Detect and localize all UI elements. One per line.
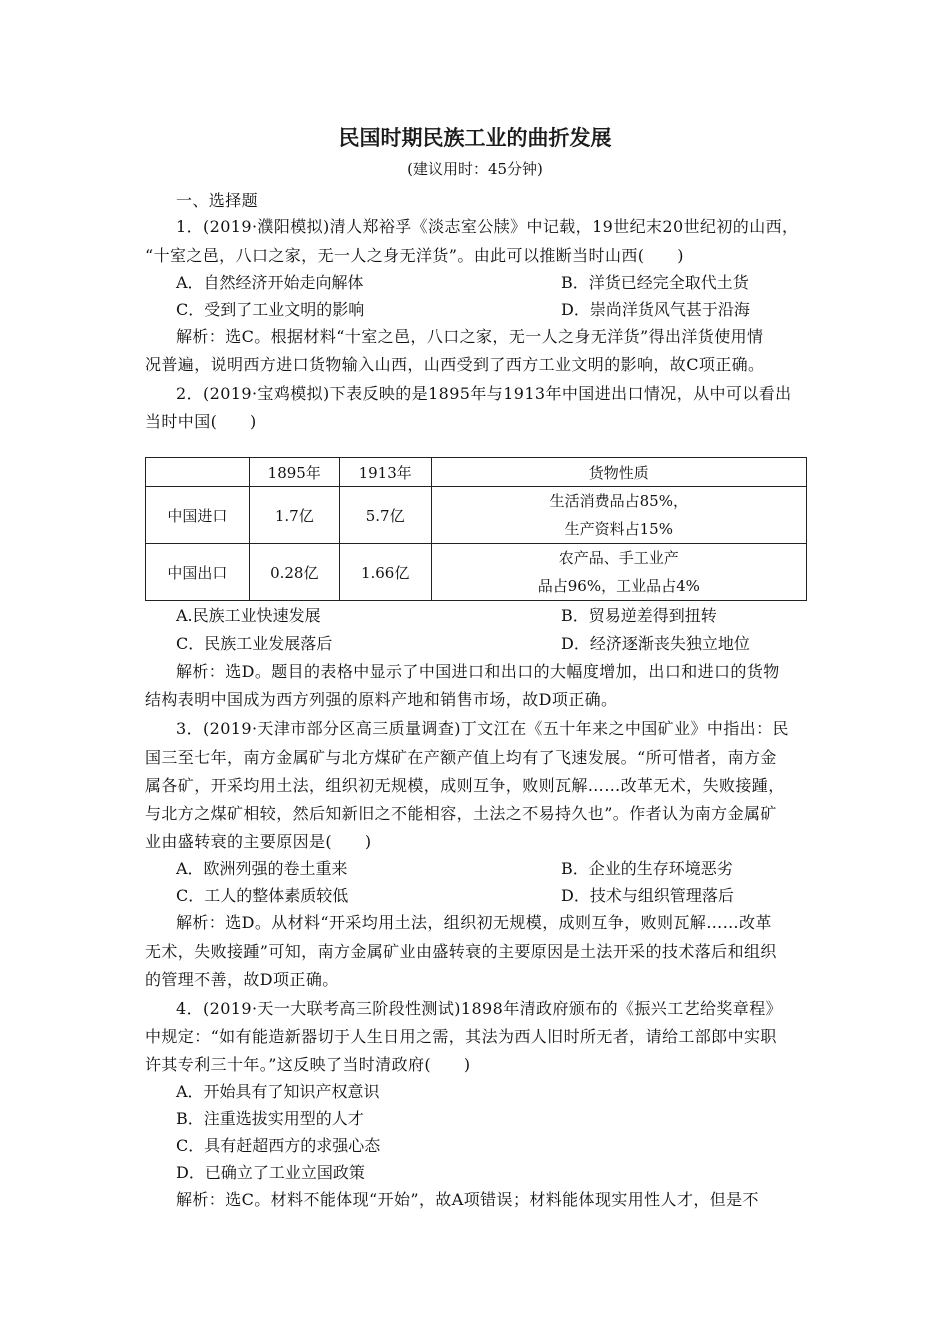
q3-explanation-line-2: 无术，失败接踵”可知，南方金属矿业由盛转衰的主要原因是土法开采的技术落后和组织 bbox=[145, 942, 777, 961]
table-header-cell bbox=[146, 458, 250, 487]
page-subtitle: (建议用时：45分钟) bbox=[407, 160, 543, 178]
q4-explanation-line-1: 解析：选C。材料不能体现“开始”，故A项错误；材料能体现实用性人才，但是不 bbox=[176, 1190, 759, 1209]
q3-option-d: D．技术与组织管理落后 bbox=[561, 886, 734, 905]
q1-stem-line-1: 1．(2019·濮阳模拟)清人郑裕孚《淡志室公牍》中记载，19世纪末20世纪初的山西， bbox=[176, 217, 799, 236]
table-header-cell: 1913年 bbox=[339, 458, 431, 487]
q1-option-d: D．崇尚洋货风气甚于沿海 bbox=[561, 300, 750, 319]
q1-explanation-line-2: 况普遍，说明西方进口货物输入山西，山西受到了西方工业文明的影响，故C项正确。 bbox=[145, 355, 765, 374]
q1-option-a: A．自然经济开始走向解体 bbox=[176, 273, 364, 292]
table-cell: 1.66亿 bbox=[339, 544, 431, 601]
table-header-cell: 货物性质 bbox=[431, 458, 806, 487]
q3-explanation-line-1: 解析：选D。从材料“开采均用土法，组织初无规模，成则互争，败则瓦解……改革 bbox=[176, 913, 772, 932]
q4-option-a: A．开始具有了知识产权意识 bbox=[176, 1082, 380, 1101]
q3-option-b: B．企业的生存环境恶劣 bbox=[561, 859, 733, 878]
q1-explanation-line-1: 解析：选C。根据材料“十室之邑，八口之家，无一人之身无洋货”得出洋货使用情 bbox=[176, 327, 764, 346]
q1-option-b: B．洋货已经完全取代土货 bbox=[561, 273, 749, 292]
q1-stem-line-2: “十室之邑，八口之家，无一人之身无洋货”。由此可以推断当时山西( ) bbox=[145, 246, 684, 265]
q2-explanation-line-2: 结构表明中国成为西方列强的原料产地和销售市场，故D项正确。 bbox=[145, 690, 618, 709]
q3-stem-line-2: 国三至七年，南方金属矿与北方煤矿在产额产值上均有了飞速发展。“所可惜者，南方金 bbox=[145, 748, 777, 767]
table-header-row bbox=[146, 458, 807, 487]
table-row bbox=[146, 544, 807, 601]
q2-explanation-line-1: 解析：选D。题目的表格中显示了中国进口和出口的大幅度增加，出口和进口的货物 bbox=[176, 662, 780, 681]
q4-option-b: B．注重选拔实用型的人才 bbox=[176, 1109, 364, 1128]
q3-stem-line-1: 3．(2019·天津市部分区高三质量调查)丁文江在《五十年来之中国矿业》中指出：民 bbox=[176, 719, 789, 738]
q2-option-d: D．经济逐渐丧失独立地位 bbox=[561, 634, 750, 653]
q3-explanation-line-3: 的管理不善，故D项正确。 bbox=[145, 970, 339, 989]
q2-option-b: B．贸易逆差得到扭转 bbox=[561, 606, 717, 625]
goods-line: 生产资料占15% bbox=[564, 520, 673, 538]
q4-stem-line-2: 中规定：“如有能造新器切于人生日用之需，其法为西人旧时所无者，请给工部郎中实职 bbox=[145, 1027, 777, 1046]
page-title: 民国时期民族工业的曲折发展 bbox=[338, 125, 612, 150]
section-heading: 一、选择题 bbox=[176, 191, 259, 210]
table-cell bbox=[431, 487, 806, 544]
q1-option-c: C．受到了工业文明的影响 bbox=[176, 300, 365, 319]
q4-option-c: C．具有赶超西方的求强心态 bbox=[176, 1136, 381, 1155]
table-cell: 中国出口 bbox=[146, 544, 250, 601]
goods-line: 生活消费品占85%， bbox=[549, 492, 688, 510]
q3-option-c: C．工人的整体素质较低 bbox=[176, 886, 349, 905]
q4-option-d: D．已确立了工业立国政策 bbox=[176, 1163, 365, 1182]
table-row bbox=[146, 487, 807, 544]
trade-table bbox=[145, 457, 807, 601]
table-cell: 中国进口 bbox=[146, 487, 250, 544]
q3-stem-line-4: 与北方之煤矿相较，然后知新旧之不能相容，土法之不易持久也”。作者认为南方金属矿 bbox=[145, 804, 777, 823]
q4-stem-line-3: 许其专利三十年。”这反映了当时清政府( ) bbox=[145, 1055, 471, 1074]
q2-stem-line-2: 当时中国( ) bbox=[145, 412, 257, 431]
table-header-cell: 1895年 bbox=[249, 458, 339, 487]
q3-stem-line-3: 属各矿，开采均用土法，组织初无规模，成则互争，败则瓦解……改革无术，失败接踵， bbox=[145, 776, 785, 795]
q3-stem-line-5: 业由盛转衰的主要原因是( ) bbox=[145, 832, 372, 851]
table-cell: 1.7亿 bbox=[249, 487, 339, 544]
q2-option-c: C．民族工业发展落后 bbox=[176, 634, 333, 653]
q4-stem-line-1: 4．(2019·天一大联考高三阶段性测试)1898年清政府颁布的《振兴工艺给奖章程》 bbox=[176, 999, 782, 1018]
q2-option-a: A.民族工业快速发展 bbox=[176, 606, 321, 625]
q3-option-a: A．欧洲列强的卷土重来 bbox=[176, 859, 348, 878]
goods-line: 品占96%，工业品占4% bbox=[537, 577, 700, 595]
table-cell bbox=[431, 544, 806, 601]
table-cell: 0.28亿 bbox=[249, 544, 339, 601]
q2-stem-line-1: 2．(2019·宝鸡模拟)下表反映的是1895年与1913年中国进出口情况，从中可以看出 bbox=[176, 384, 792, 403]
table-cell: 5.7亿 bbox=[339, 487, 431, 544]
goods-line: 农产品、手工业产 bbox=[558, 549, 679, 567]
